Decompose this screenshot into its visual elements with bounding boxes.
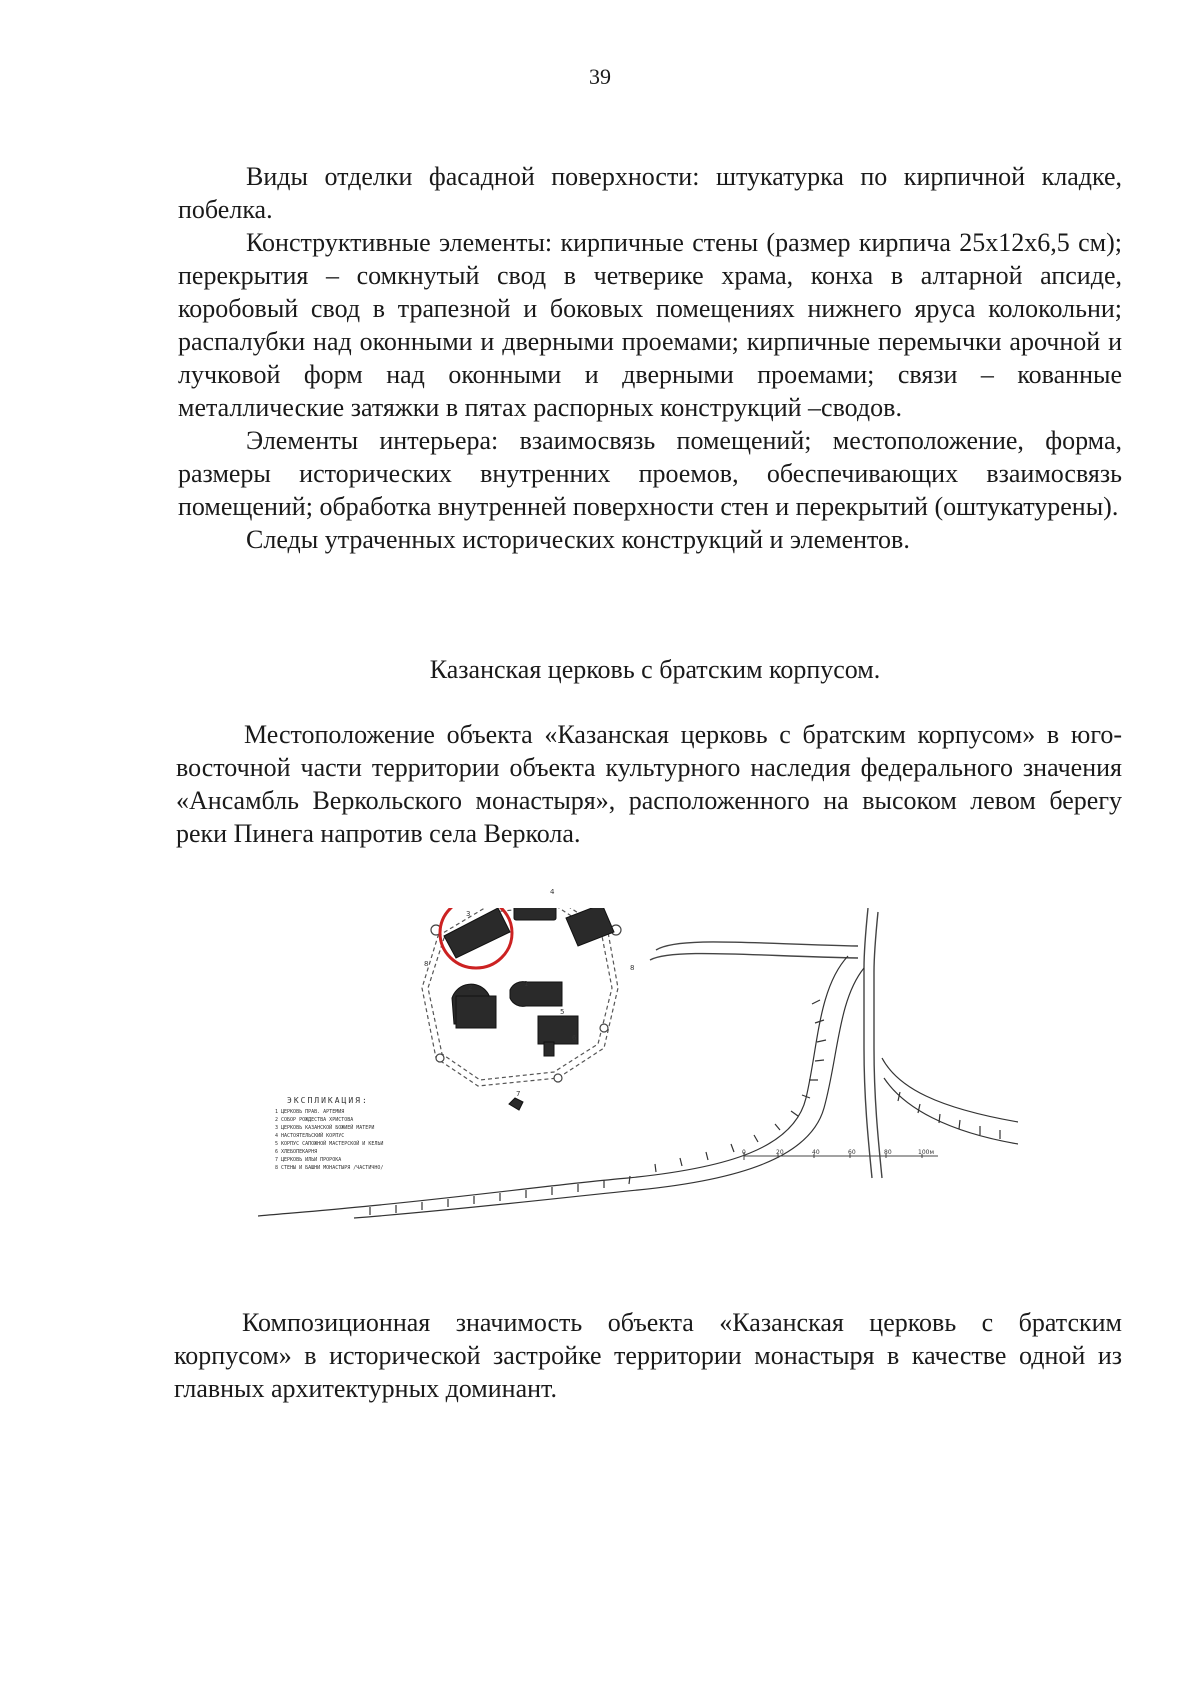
paragraph-location: Местоположение объекта «Казанская церковь с братским корпусом» в юго-восточной части территории объекта культурного наследия федерального значения «Ансамбль Веркольского монастыря», расположенного на высоком левом берегу реки Пинега напротив села Веркола. bbox=[176, 720, 1122, 848]
legend-item: 8 СТЕНЫ И БАШНИ МОНАСТЫРЯ /ЧАСТИЧНО/ bbox=[275, 1165, 384, 1171]
heritage-description-block bbox=[178, 160, 1122, 556]
scale-label: 40 bbox=[812, 1149, 820, 1156]
building-5-annex bbox=[544, 1042, 554, 1056]
section-title: Казанская церковь с братским корпусом. bbox=[429, 655, 881, 684]
paragraph-facade-finish: Виды отделки фасадной поверхности: штукатурка по кирпичной кладке, побелка. bbox=[178, 162, 1122, 224]
location-block bbox=[176, 718, 1122, 850]
paragraph-structural-elements: Конструктивные элементы: кирпичные стены (размер кирпича 25х12х6,5 см); перекрытия – сомкнутый свод в четверике храма, конха в алтарной апсиде, коробовый свод в трапезной и боковых помещениях нижнего яруса колокольни; распалубки над оконными и дверными проемами; кирпичные перемычки арочной и лучковой форм над оконными и дверными проемами; связи – кованные металлические затяжки в пятах распорных конструкций –сводов. bbox=[178, 228, 1122, 422]
legend-item: 5 КОРПУС САПОЖНОЙ МАСТЕРСКОЙ И КЕЛЬИ bbox=[275, 1141, 384, 1147]
legend-item: 1 ЦЕРКОВЬ ПРАВ. АРТЕМИЯ bbox=[275, 1109, 345, 1115]
building-8 bbox=[566, 908, 614, 946]
paragraph-composition: Композиционная значимость объекта «Казанская церковь с братским корпусом» в исторической застройке территории монастыря в качестве одной из главных архитектурных доминант. bbox=[174, 1308, 1122, 1403]
building-number: 7 bbox=[516, 1090, 521, 1098]
scale-label: 80 bbox=[884, 1149, 892, 1156]
building-1-church bbox=[510, 982, 562, 1007]
building-number: 5 bbox=[560, 1008, 565, 1016]
scale-bar bbox=[744, 1152, 938, 1160]
legend-item: 7 ЦЕРКОВЬ ИЛЬИ ПРОРОКА bbox=[275, 1157, 342, 1163]
building-3-kazan-church bbox=[444, 908, 510, 958]
paragraph-interior-elements: Элементы интерьера: взаимосвязь помещений; местоположение, форма, размеры исторических внутренних проемов, обеспечивающих взаимосвязь помещений; обработка внутренней поверхности стен и перекрытий (оштукатурены). bbox=[178, 426, 1122, 521]
building-number: 8 bbox=[630, 964, 635, 972]
building-2-body bbox=[456, 996, 496, 1028]
ravine-slope bbox=[258, 956, 1018, 1218]
scale-label: 0 bbox=[742, 1149, 746, 1156]
monastery-site-plan bbox=[258, 908, 1018, 1274]
building-5 bbox=[538, 1016, 578, 1044]
legend-item: 4 НАСТОЯТЕЛЬСКИЙ КОРПУС bbox=[275, 1133, 345, 1139]
building-number: 6 bbox=[572, 1034, 577, 1042]
plan-legend bbox=[275, 1096, 475, 1172]
legend-title: ЭКСПЛИКАЦИЯ: bbox=[287, 1096, 369, 1105]
road-lines bbox=[650, 908, 882, 1178]
scale-label: 20 bbox=[776, 1149, 784, 1156]
building-footprints bbox=[444, 908, 614, 1110]
building-number: 3 bbox=[466, 910, 471, 918]
building-4 bbox=[514, 908, 556, 920]
building-number: 2 bbox=[468, 984, 473, 992]
building-number: 8 bbox=[424, 960, 429, 968]
paragraph-lost-constructions: Следы утраченных исторических конструкций и элементов. bbox=[246, 525, 910, 554]
legend-item: 2 СОБОР РОЖДЕСТВА ХРИСТОВА bbox=[275, 1117, 354, 1123]
scale-label: 60 bbox=[848, 1149, 856, 1156]
legend-item: 6 ХЛЕБОПЕКАРНЯ bbox=[275, 1149, 318, 1155]
scale-label: 100м bbox=[918, 1149, 934, 1156]
composition-block bbox=[174, 1306, 1122, 1405]
building-number: 4 bbox=[550, 888, 555, 896]
legend-item: 3 ЦЕРКОВЬ КАЗАНСКОЙ БОЖИЕЙ МАТЕРИ bbox=[275, 1125, 375, 1131]
building-7 bbox=[509, 1098, 523, 1110]
building-number: 1 bbox=[524, 980, 529, 988]
page-number: 39 bbox=[589, 64, 611, 89]
